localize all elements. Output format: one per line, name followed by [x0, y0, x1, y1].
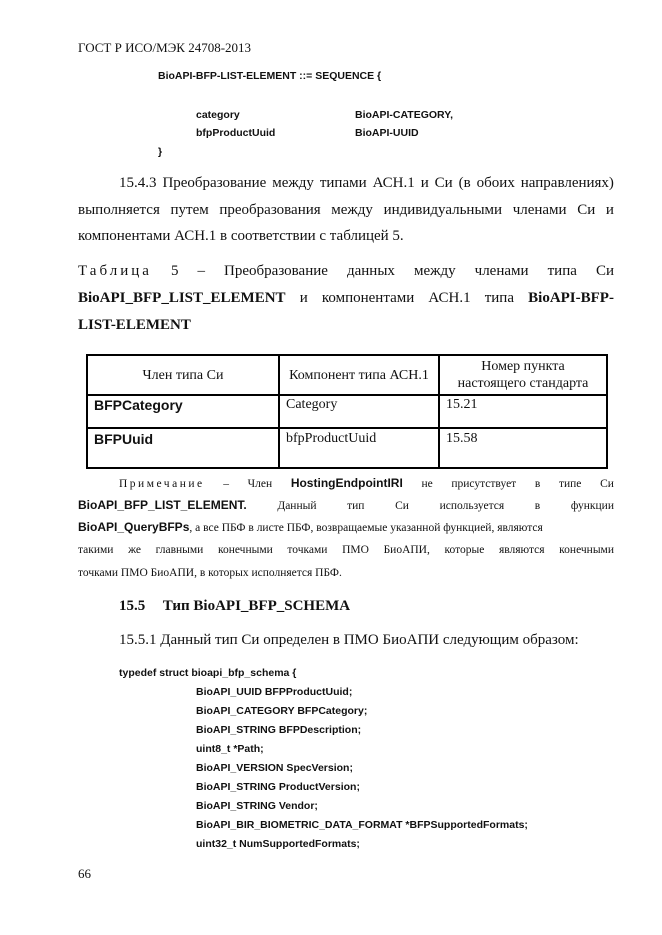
- word: Преобразование: [162, 175, 267, 191]
- cell-clause: 15.21: [439, 395, 607, 428]
- word: Си: [395, 500, 409, 512]
- word: Си: [434, 175, 453, 191]
- word: Си: [600, 478, 614, 490]
- code-field-name: category: [196, 109, 240, 121]
- code-field: uint8_t *Path;: [196, 743, 264, 755]
- word: которые: [444, 544, 485, 556]
- word: используется: [439, 500, 505, 512]
- header-cell-component: Компонент типа АСН.1: [279, 355, 439, 395]
- code-close-brace: }: [158, 146, 163, 158]
- word: 15.4.3: [119, 175, 157, 191]
- code-field: uint32_t NumSupportedFormats;: [196, 838, 360, 850]
- cell-component: bfpProductUuid: [279, 428, 439, 468]
- word: присутствует: [451, 478, 517, 490]
- word: ПМО: [342, 544, 369, 556]
- note-text: , а все ПБФ в листе ПБФ, возвращаемые указанной функцией, являются: [189, 522, 543, 534]
- word: индивидуальными: [383, 202, 503, 218]
- word: обоих: [476, 175, 515, 191]
- code-field: BioAPI_BIR_BIOMETRIC_DATA_FORMAT *BFPSupportedFormats;: [196, 819, 528, 831]
- word: такими: [78, 544, 114, 556]
- header-cell-clause: Номер пункта настоящего стандарта: [439, 355, 607, 395]
- code-field: BioAPI_STRING BFPDescription;: [196, 724, 362, 736]
- note-line: [78, 498, 614, 512]
- code-field-type: BioAPI-UUID: [355, 127, 419, 139]
- word: Преобразование: [224, 263, 328, 279]
- cell-component: Category: [279, 395, 439, 428]
- word: в: [534, 500, 541, 512]
- note-member-name: HostingEndpointIRI: [290, 476, 403, 490]
- caption-label: Таблица: [78, 263, 152, 279]
- word: функции: [570, 500, 614, 512]
- caption-line: [78, 290, 614, 307]
- word: типе: [558, 478, 582, 490]
- word: АСН.1: [428, 290, 471, 306]
- note-line: точками ПМО БиоАПИ, в которых исполняется ПБФ.: [78, 567, 342, 579]
- word: между: [331, 202, 373, 218]
- paragraph-line: компонентами АСН.1 в соответствии с таблицей 5.: [78, 228, 404, 244]
- note-line: [78, 520, 543, 534]
- word: в: [534, 478, 541, 490]
- caption-type-name: BioAPI_BFP_LIST_ELEMENT: [78, 290, 286, 306]
- word: преобразования: [219, 202, 321, 218]
- word: данных: [346, 263, 395, 279]
- code-field: BioAPI_STRING ProductVersion;: [196, 781, 360, 793]
- word: конечными: [217, 544, 273, 556]
- section-title: Тип BioAPI_BFP_SCHEMA: [162, 598, 351, 614]
- word: являются: [498, 544, 545, 556]
- note-function-name: BioAPI_QueryBFPs: [78, 520, 190, 534]
- paragraph-line: [119, 175, 614, 192]
- caption-number: 5: [170, 263, 179, 279]
- table-header-row: [87, 355, 607, 395]
- code-field-name: bfpProductUuid: [196, 127, 276, 139]
- code-field: BioAPI_UUID BFPProductUuid;: [196, 686, 353, 698]
- word: типа: [547, 263, 577, 279]
- word: Си: [577, 202, 596, 218]
- note-type-name: BioAPI_BFP_LIST_ELEMENT.: [78, 498, 247, 512]
- note-dash: –: [223, 478, 230, 490]
- word: Член: [247, 478, 273, 490]
- word: главными: [155, 544, 204, 556]
- word: направлениях): [520, 175, 614, 191]
- word: членами: [512, 202, 567, 218]
- word: компонентами: [321, 290, 415, 306]
- conversion-table: [86, 354, 608, 469]
- word: Си: [595, 263, 614, 279]
- note-line: [119, 476, 614, 490]
- word: путем: [170, 202, 209, 218]
- word: и: [420, 175, 429, 191]
- section-heading: [119, 598, 350, 615]
- table-row: [87, 395, 607, 428]
- code-field: BioAPI_VERSION SpecVersion;: [196, 762, 353, 774]
- note-label: Примечание: [119, 478, 205, 490]
- word: –: [197, 263, 205, 279]
- word: типами: [319, 175, 367, 191]
- paragraph-15-5-1: 15.5.1 Данный тип Си определен в ПМО БиоАПИ следующим образом:: [119, 632, 579, 648]
- cell-member: BFPCategory: [87, 395, 279, 428]
- cell-clause: 15.58: [439, 428, 607, 468]
- caption-asn-type-cont: LIST-ELEMENT: [78, 317, 191, 333]
- code-field: BioAPI_CATEGORY BFPCategory;: [196, 705, 368, 717]
- note-line: [78, 544, 614, 556]
- word: Данный: [277, 500, 317, 512]
- word: тип: [347, 500, 365, 512]
- paragraph-line: [78, 202, 614, 219]
- word: БиоАПИ,: [383, 544, 430, 556]
- word: между: [413, 263, 456, 279]
- table-row: [87, 428, 607, 468]
- word: конечными: [559, 544, 614, 556]
- word: точками: [287, 544, 328, 556]
- word: и: [605, 202, 614, 218]
- header-cell-member: Член типа Си: [87, 355, 279, 395]
- word: (в: [458, 175, 471, 191]
- code-field: BioAPI_STRING Vendor;: [196, 800, 318, 812]
- code-line: typedef struct bioapi_bfp_schema {: [119, 667, 297, 679]
- cell-member: BFPUuid: [87, 428, 279, 468]
- code-field-type: BioAPI-CATEGORY,: [355, 109, 454, 121]
- word: же: [128, 544, 141, 556]
- caption-line: [78, 263, 614, 280]
- caption-asn-type: BioAPI-BFP-: [528, 290, 614, 306]
- word: членами: [474, 263, 529, 279]
- section-number: 15.5: [119, 598, 146, 614]
- document-header: ГОСТ Р ИСО/МЭК 24708-2013: [78, 40, 252, 55]
- word: между: [272, 175, 314, 191]
- code-line: BioAPI-BFP-LIST-ELEMENT ::= SEQUENCE {: [158, 70, 382, 82]
- word: и: [299, 290, 308, 306]
- word: типа: [484, 290, 514, 306]
- word: АСН.1: [372, 175, 415, 191]
- page-number: 66: [78, 866, 91, 881]
- word: выполняется: [78, 202, 160, 218]
- word: не: [421, 478, 433, 490]
